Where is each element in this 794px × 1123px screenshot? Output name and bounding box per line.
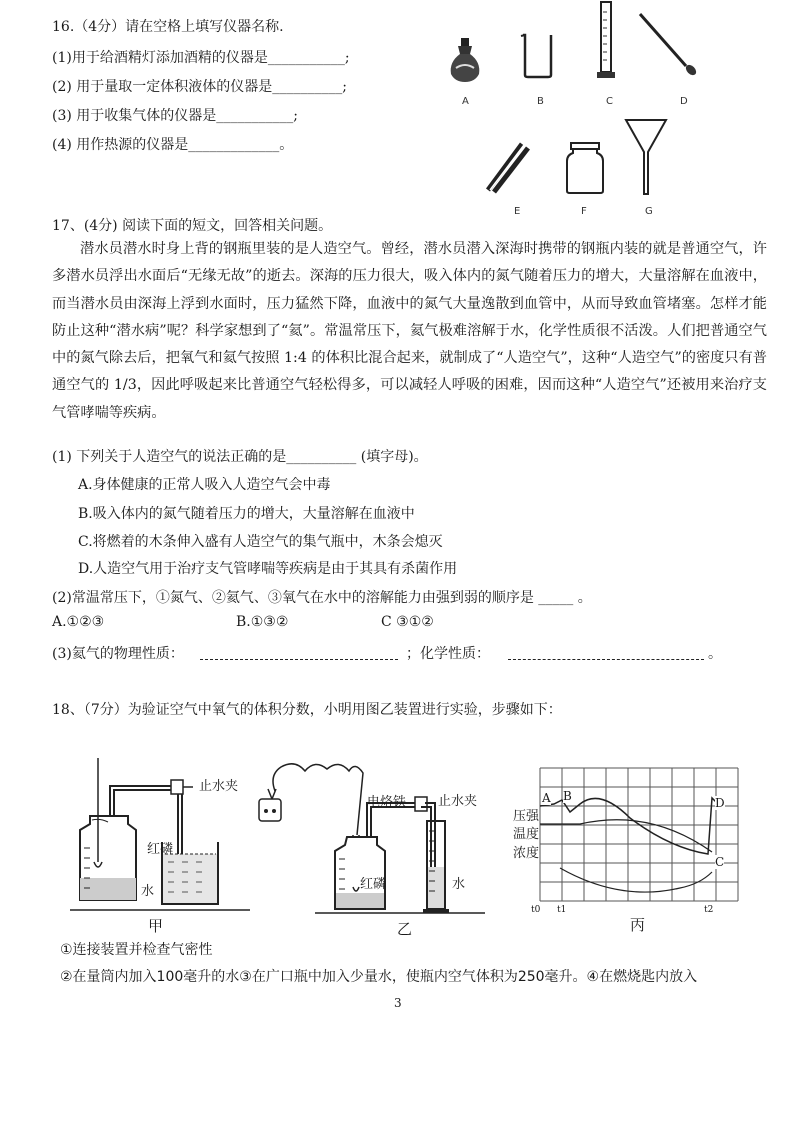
yi-water-label: 水 xyxy=(452,877,466,892)
graduated-cylinder-icon xyxy=(596,2,616,80)
label-e: E xyxy=(514,206,521,217)
jia-caption: 甲 xyxy=(148,917,164,935)
bing-axis-concentration: 浓度 xyxy=(513,846,540,861)
beaker-icon xyxy=(520,33,556,79)
jia-clamp-label: 止水夹 xyxy=(199,779,239,794)
q16-item-4: (4) 用作热源的仪器是_____________。 xyxy=(52,137,294,153)
yi-iron-label: 电烙铁 xyxy=(367,795,407,810)
label-g: G xyxy=(645,206,653,217)
test-tube-clamp-icon xyxy=(484,140,534,195)
q17-sub2-option-b: B.①③② xyxy=(236,614,289,630)
q17-physical-blank[interactable] xyxy=(200,645,398,660)
q17-sub2: (2)常温常压下，①氮气、②氦气、③氧气在水中的溶解能力由强到弱的顺序是 _____ 。 xyxy=(52,590,592,606)
q17-sub2-option-c: C ③①② xyxy=(381,614,434,630)
yi-phosphorus-label: 红磷 xyxy=(360,877,387,892)
label-d: D xyxy=(680,96,688,107)
gas-jar-icon xyxy=(565,143,605,195)
q18-step-1: ①连接装置并检查气密性 xyxy=(60,942,213,958)
q17-option-a: A.身体健康的正常人吸入人造空气会中毒 xyxy=(78,477,331,493)
bing-tick-t2: t2 xyxy=(704,905,714,915)
bing-caption: 丙 xyxy=(630,916,646,934)
q16-item-3: (3) 用于收集气体的仪器是___________; xyxy=(52,108,298,124)
q16-title: 16.（4分）请在空格上填写仪器名称. xyxy=(52,19,284,35)
alcohol-lamp-icon xyxy=(447,38,483,84)
q17-title: 17、(4分) 阅读下面的短文，回答相关问题。 xyxy=(52,218,333,234)
yi-caption: 乙 xyxy=(397,920,413,938)
q17-sub2-option-a: A.①②③ xyxy=(52,614,105,630)
q17-passage: 潜水员潜水时身上背的钢瓶里装的是人造空气。曾经，潜水员潜入深海时携带的钢瓶内装的就是普通空气，许多潜水员浮出水面后“无缘无故”的逝去。深海的压力很大，吸入体内的氮气随着压力的增大，大量溶解在血液中，而当潜水员由深海上浮到水面时，压力猛然下降，血液中的氮气大量逸散到血管中，从而导致血管堵塞。怎样才能防止这种“潜水病”呢？科学家想到了“氦”。常温常压下，氦气极难溶解于水，化学性质很不活泼。人们把普通空气中的氮气除去后，把氧气和氦气按照 1:4 的体积比混合起来，就制成了“人造空气”，这种“人造空气”的密度只有普通空气的 1/3，因此呼吸起来比普通空气轻松得多，可以减轻人呼吸的困难，因而这种“人造空气”还被用来治疗支气管哮喘等疾病。 xyxy=(52,241,767,421)
q17-option-c: C.将燃着的木条伸入盛有人造空气的集气瓶中，木条会熄灭 xyxy=(78,534,443,550)
q17-sub3-chemical: ；化学性质： xyxy=(406,646,490,662)
label-b: B xyxy=(537,96,544,107)
jia-phosphorus-label: 红磷 xyxy=(147,842,174,857)
spoon-icon xyxy=(638,12,702,78)
q17-option-b: B.吸入体内的氮气随着压力的增大，大量溶解在血液中 xyxy=(78,506,415,522)
jia-water-label: 水 xyxy=(141,884,155,899)
bing-point-a: A xyxy=(542,791,551,805)
q17-chemical-blank[interactable] xyxy=(508,645,704,660)
q18-step-2: ②在量筒内加入100毫升的水③在广口瓶中加入少量水，使瓶内空气体积为250毫升。④在燃烧匙内放入 xyxy=(60,969,698,985)
bing-axis-temperature: 温度 xyxy=(513,827,540,842)
funnel-icon xyxy=(624,118,668,196)
label-f: F xyxy=(581,206,587,217)
q16-item-1: (1)用于给酒精灯添加酒精的仪器是___________; xyxy=(52,50,350,66)
bing-axis-pressure: 压强 xyxy=(513,809,540,824)
label-c: C xyxy=(606,96,613,107)
bing-tick-t0: t0 xyxy=(531,905,541,915)
q17-option-d: D.人造空气用于治疗支气管哮喘等疾病是由于其具有杀菌作用 xyxy=(78,561,458,577)
q17-sub1: (1) 下列关于人造空气的说法正确的是__________ (填字母)。 xyxy=(52,449,428,465)
q17-sub3-end: 。 xyxy=(708,646,722,662)
yi-clamp-label: 止水夹 xyxy=(438,794,478,809)
bing-point-b: B xyxy=(563,789,572,803)
bing-point-c: C xyxy=(715,855,725,869)
bing-tick-t1: t1 xyxy=(557,905,567,915)
q18-title: 18、（7分）为验证空气中氧气的体积分数，小明用图乙装置进行实验，步骤如下： xyxy=(52,702,562,718)
q17-sub3-physical: (3)氦气的物理性质： xyxy=(52,646,184,662)
page-number: 3 xyxy=(394,996,402,1010)
bing-point-d: D xyxy=(715,796,725,810)
q16-item-2: (2) 用于量取一定体积液体的仪器是__________; xyxy=(52,79,347,95)
label-a: A xyxy=(462,96,469,107)
